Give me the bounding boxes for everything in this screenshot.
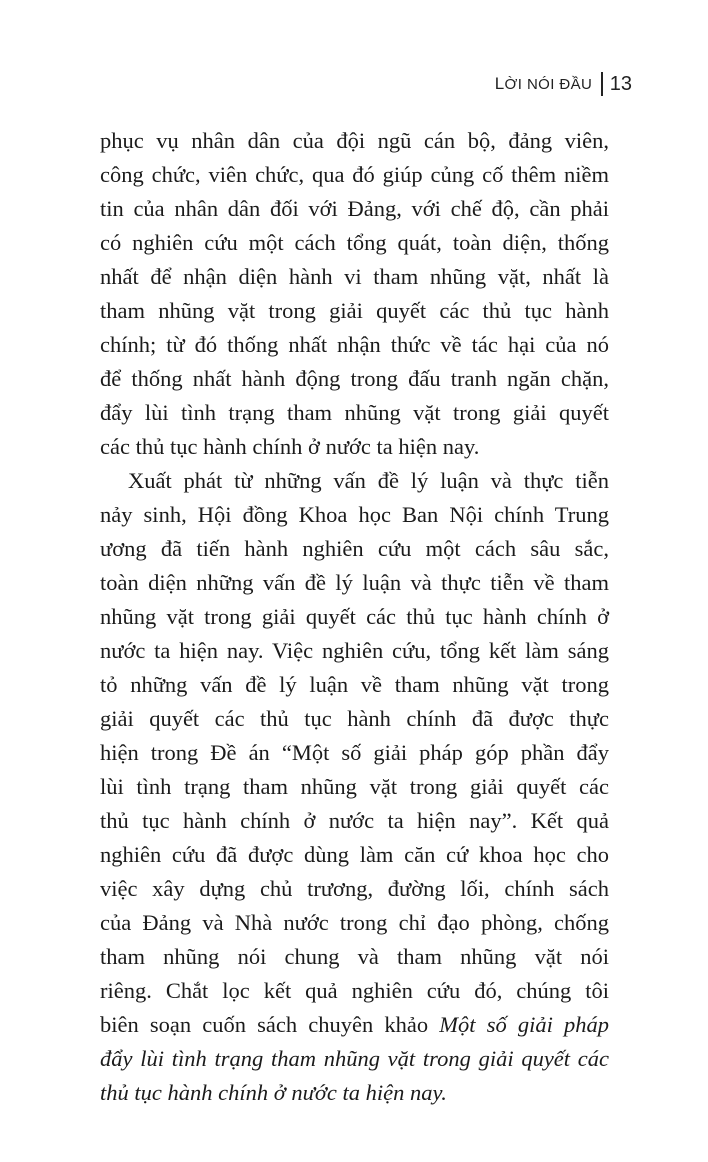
book-title-italic: Một số giải pháp	[439, 1012, 609, 1037]
text-line: Xuất phát từ những vấn đề lý luận và thực tiễn	[128, 468, 609, 493]
chapter-title	[495, 74, 593, 94]
text-line: lùi tình trạng tham nhũng vặt trong giải quyết các	[100, 774, 609, 799]
text-line: toàn diện những vấn đề lý luận và thực tiễn về tham	[100, 570, 609, 595]
text-line: chính; từ đó thống nhất nhận thức về tác hại của nó	[100, 332, 609, 357]
text-line: việc xây dựng chủ trương, đường lối, chính sách	[100, 876, 609, 901]
text-line: riêng. Chắt lọc kết quả nghiên cứu đó, chúng tôi	[100, 978, 609, 1003]
text-line	[100, 1008, 609, 1042]
body-text	[100, 124, 609, 1110]
text-line: các thủ tục hành chính ở nước ta hiện nay.	[100, 434, 480, 459]
chapter-title-rest: ỜI NÓI ĐẦU	[504, 76, 593, 93]
text-line: có nghiên cứu một cách tổng quát, toàn diện, thống	[100, 230, 609, 255]
text-run: biên soạn cuốn sách chuyên khảo	[100, 1012, 440, 1037]
text-line: để thống nhất hành động trong đấu tranh ngăn chặn,	[100, 366, 609, 391]
text-line: thủ tục hành chính ở nước ta hiện nay”. Kết quả	[100, 808, 609, 833]
running-header	[495, 70, 632, 98]
header-divider	[601, 72, 603, 96]
text-line: nghiên cứu đã được dùng làm căn cứ khoa học cho	[100, 842, 609, 867]
text-line: giải quyết các thủ tục hành chính đã được thực	[100, 706, 609, 731]
text-line: phục vụ nhân dân của đội ngũ cán bộ, đảng viên,	[100, 128, 609, 153]
text-line: đẩy lùi tình trạng tham nhũng vặt trong giải quyết	[100, 400, 609, 425]
text-line: tin của nhân dân đối với Đảng, với chế độ, cần phải	[100, 196, 609, 221]
text-line: tham nhũng nói chung và tham nhũng vặt nói	[100, 944, 609, 969]
text-line: tỏ những vấn đề lý luận về tham nhũng vặt trong	[100, 672, 609, 697]
text-line: nhũng vặt trong giải quyết các thủ tục hành chính ở	[100, 604, 609, 629]
chapter-title-initial: L	[494, 74, 505, 93]
page-number: 13	[609, 72, 632, 95]
book-title-line: thủ tục hành chính ở nước ta hiện nay.	[100, 1080, 447, 1105]
text-line: công chức, viên chức, qua đó giúp củng cố thêm niềm	[100, 162, 609, 187]
text-line: hiện trong Đề án “Một số giải pháp góp phần đẩy	[100, 740, 609, 765]
text-line: ương đã tiến hành nghiên cứu một cách sâu sắc,	[100, 536, 609, 561]
text-line: nhất để nhận diện hành vi tham nhũng vặt, nhất là	[100, 264, 609, 289]
text-line: nảy sinh, Hội đồng Khoa học Ban Nội chính Trung	[100, 502, 609, 527]
text-line: nước ta hiện nay. Việc nghiên cứu, tổng kết làm sáng	[100, 638, 609, 663]
text-line: của Đảng và Nhà nước trong chỉ đạo phòng, chống	[100, 910, 609, 935]
book-title-line: đẩy lùi tình trạng tham nhũng vặt trong giải quyết các	[100, 1046, 609, 1071]
text-line: tham nhũng vặt trong giải quyết các thủ tục hành	[100, 298, 609, 323]
